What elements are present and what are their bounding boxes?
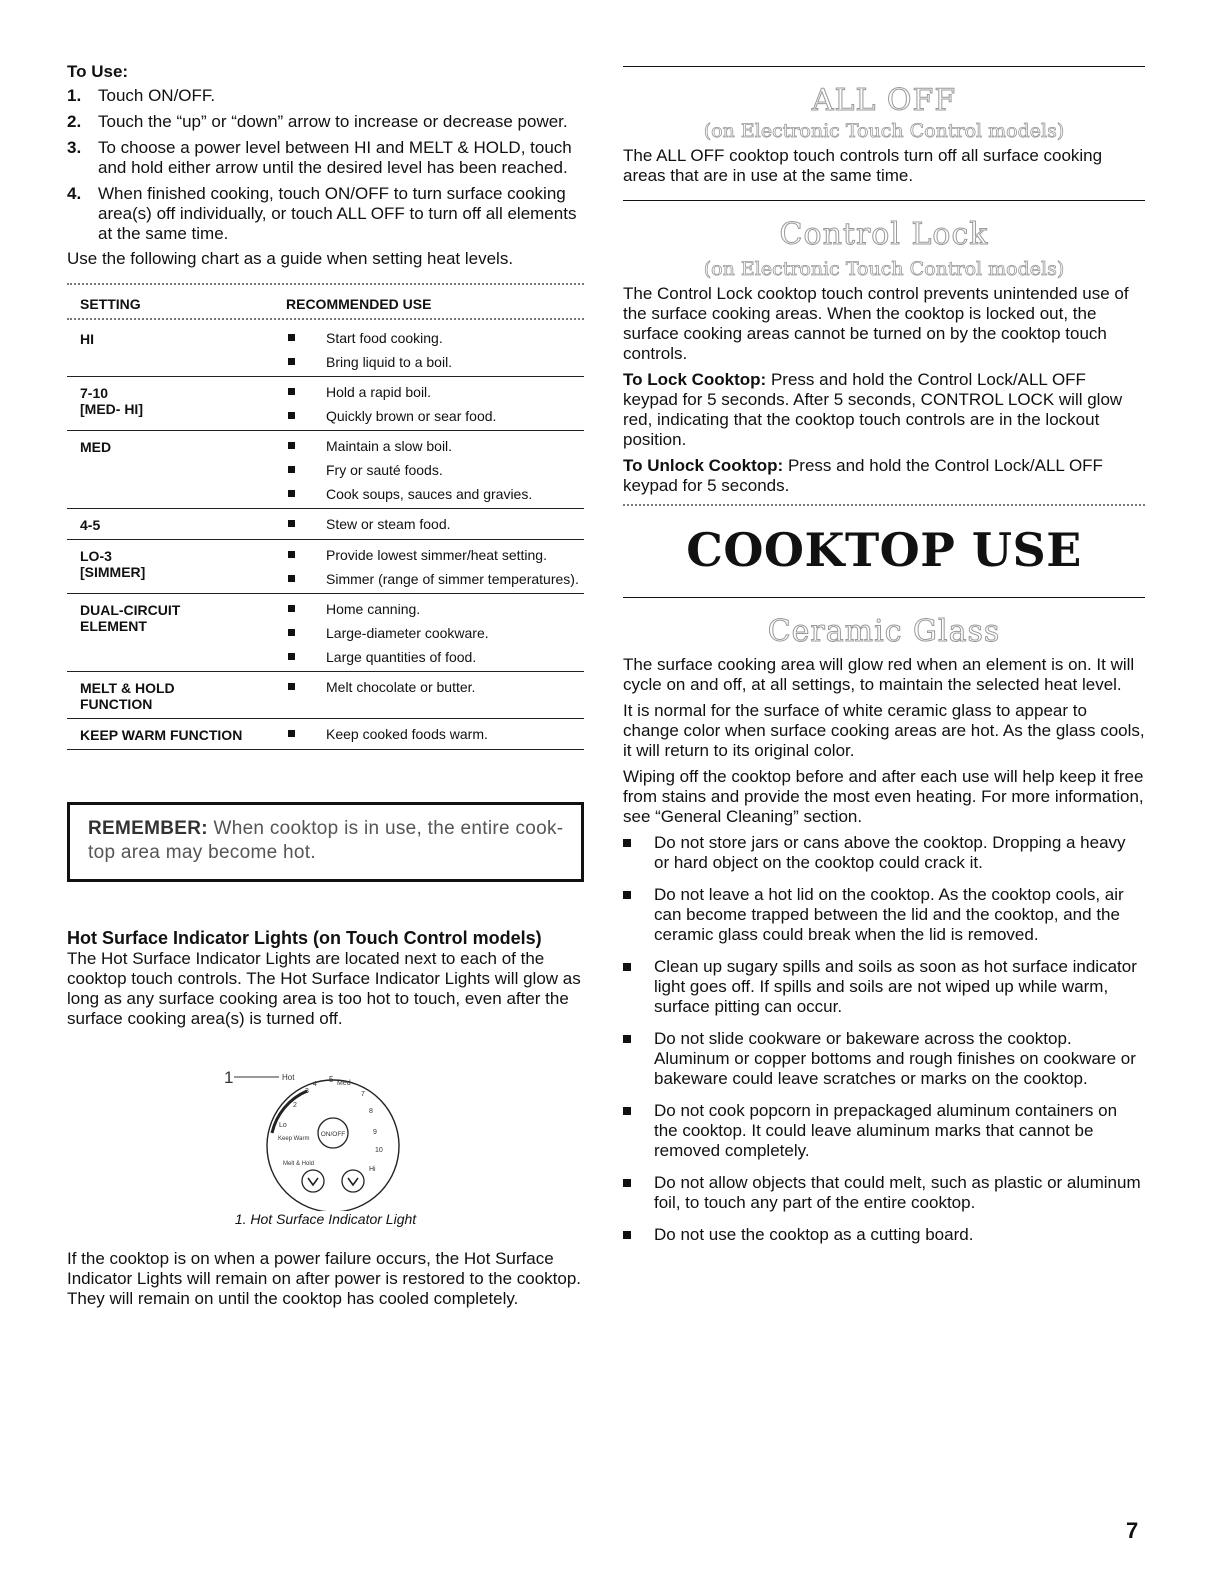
caution-item [623,1029,1145,1089]
svg-text:Lo: Lo [279,1122,287,1129]
bullet-square-icon [623,963,631,971]
chart-row [67,540,584,594]
svg-text:9: 9 [373,1129,377,1136]
bullet-square-icon [623,1231,631,1239]
chart-use-text: Large quantities of food. [326,649,477,665]
svg-text:Med: Med [337,1080,351,1087]
chart-row [67,594,584,672]
chart-setting: 7-10 [MED- HI] [80,385,143,417]
ceramic-paragraph-1: The surface cooking area will glow red when an element is on. It will cycle on and off, at all settings, to maintain the selected heat level. [623,655,1135,694]
bullet-square-icon [288,730,295,737]
bullet-square-icon [623,839,631,847]
bullet-square-icon [288,629,295,636]
remember-text: When cooktop is in use, the entire cook-top area may become hot. [88,818,564,863]
step-number: 4. [67,184,82,203]
step-number: 3. [67,138,82,157]
caution-item [623,1101,1145,1161]
step-number: 1. [67,86,82,105]
caution-text: Do not leave a hot lid on the cooktop. As the cooktop cools, air can become trapped between the lid and the cooktop, and the ceramic glass could break when the lid is removed. [654,885,1124,944]
page-number: 7 [1126,1518,1139,1543]
chart-use-item [286,680,584,695]
right-column [623,62,1145,1257]
chart-setting: 4-5 [80,517,101,533]
caution-item [623,885,1145,945]
svg-text:4: 4 [313,1081,317,1088]
hsi-paragraph: The Hot Surface Indicator Lights are located next to each of the cooktop touch controls. The Hot Surface Indicator Lights will glow as long as any surface cooking area is too hot to touch, even after the surface cooking area(s) is turned off. [67,949,581,1028]
bullet-square-icon [623,1035,631,1043]
step-text: Touch the “up” or “down” arrow to increase or decrease power. [98,112,568,131]
chart-use-item [286,355,584,370]
unlock-instructions [623,456,1145,496]
chart-use-item [286,487,584,502]
chart-setting: LO-3 [SIMMER] [80,548,146,580]
section-title: COOKTOP USE [686,523,1082,577]
chart-row [67,672,584,719]
step-item [67,138,584,178]
control-lock-paragraph: The Control Lock cooktop touch control prevents unintended use of the surface cooking areas. When the cooktop is locked out, the surface cooking areas cannot be turned on by the cooktop touch controls. [623,284,1129,363]
control-lock-heading: Control Lock [779,217,989,252]
control-dial-illustration [67,1033,584,1211]
chart-use-item [286,548,584,563]
bullet-square-icon [288,653,295,660]
chart-use-text: Stew or steam food. [326,516,451,532]
chart-use-text: Quickly brown or sear food. [326,408,497,424]
chart-use-text: Cook soups, sauces and gravies. [326,486,533,502]
step-text: To choose a power level between HI and MELT & HOLD, touch and hold either arrow until the desired level has been reached. [98,138,572,177]
lock-label: To Lock Cooktop: [623,370,767,389]
caution-text: Do not store jars or cans above the cooktop. Dropping a heavy or hard object on the cooktop could crack it. [654,833,1126,872]
chart-row [67,719,584,750]
caution-text: Do not allow objects that could melt, such as plastic or aluminum foil, to touch any part of the entire cooktop. [654,1173,1141,1212]
svg-text:7: 7 [361,1091,365,1098]
svg-text:8: 8 [369,1108,373,1115]
hot-label: Hot [282,1073,295,1082]
ceramic-paragraph-2: It is normal for the surface of white ceramic glass to appear to change color when surface cooking areas are hot. As the glass cools, it will return to its original color. [623,701,1145,760]
chart-use-item [286,727,584,742]
caution-item [623,1225,1145,1245]
ceramic-paragraph-3: Wiping off the cooktop before and after each use will help keep it free from stains and provide the most even heating. For more information, see “General Cleaning” section. [623,767,1144,826]
chart-use-text: Home canning. [326,601,421,617]
bullet-square-icon [288,520,295,527]
bullet-square-icon [288,466,295,473]
bullet-square-icon [288,605,295,612]
chart-use-text: Maintain a slow boil. [326,438,453,454]
chart-setting: MELT & HOLD FUNCTION [80,680,175,712]
chart-use-text: Large-diameter cookware. [326,625,489,641]
svg-text:10: 10 [375,1147,383,1154]
bullet-square-icon [288,412,295,419]
chart-use-item [286,385,584,400]
remember-box [67,802,584,882]
chart-use-text: Fry or sauté foods. [326,462,443,478]
step-item [67,112,584,132]
chart-use-item [286,331,584,346]
heat-settings-chart [67,283,584,750]
bullet-square-icon [623,1107,631,1115]
hot-surface-indicator-light [272,1091,307,1133]
bullet-square-icon [623,1179,631,1187]
bullet-square-icon [288,334,295,341]
section-dotted-rule [623,504,1145,509]
all-off-subheading: (on Electronic Touch Control models) [703,120,1065,142]
control-lock-subheading: (on Electronic Touch Control models) [703,258,1065,280]
bullet-square-icon [288,683,295,690]
control-lock-top-rule [623,200,1145,201]
chart-use-text: Bring liquid to a boil. [326,354,453,370]
svg-text:5: 5 [329,1075,334,1084]
ceramic-top-rule [623,597,1145,598]
step-item [67,86,584,106]
chart-header [67,288,584,318]
chart-use-item [286,439,584,454]
chart-body [67,323,584,750]
chart-header-setting: SETTING [80,296,141,312]
caution-item [623,833,1145,873]
step-item [67,184,584,244]
ceramic-cautions-list [623,833,1145,1245]
ceramic-heading: Ceramic Glass [767,614,1001,649]
svg-text:2: 2 [293,1102,297,1109]
bullet-square-icon [288,551,295,558]
caution-text: Clean up sugary spills and soils as soon as hot surface indicator light goes off. If spills and soils are not wiped up while warm, surface pitting can occur. [654,957,1137,1016]
chart-setting: KEEP WARM FUNCTION [80,727,243,743]
figure-callout: 1 [224,1068,234,1087]
to-use-heading: To Use: [67,62,129,81]
down-arrow-icon [308,1178,318,1185]
chart-setting: HI [80,331,94,347]
remember-label: REMEMBER: [88,818,208,839]
caution-item [623,957,1145,1017]
power-failure-paragraph: If the cooktop is on when a power failure occurs, the Hot Surface Indicator Lights will remain on after power is restored to the cooktop. They will remain on until the cooktop has cooled completely. [67,1249,582,1308]
unlock-label: To Unlock Cooktop: [623,456,784,475]
dial-ring [267,1080,399,1211]
chart-row [67,323,584,377]
caution-text: Do not slide cookware or bakeware across the cooktop. Aluminum or copper bottoms and rough finishes on cookware or bakeware could leave scratches or marks on the cooktop. [654,1029,1136,1088]
chart-use-item [286,626,584,641]
chart-use-item [286,650,584,665]
bullet-square-icon [288,442,295,449]
svg-text:Keep Warm: Keep Warm [278,1136,310,1142]
figure-caption: 1. Hot Surface Indicator Light [234,1211,417,1227]
all-off-top-rule [623,66,1145,67]
chart-setting: DUAL-CIRCUIT ELEMENT [80,602,181,634]
bullet-square-icon [623,891,631,899]
unlock-text: Press and hold the Control Lock/ALL OFF keypad for 5 seconds. [623,456,1103,495]
chart-use-item [286,463,584,478]
lock-instructions [623,370,1145,450]
chart-use-text: Simmer (range of simmer temperatures). [326,571,579,587]
step-number: 2. [67,112,82,131]
chart-row [67,377,584,431]
step-text: When finished cooking, touch ON/OFF to turn surface cooking area(s) off individually, or touch ALL OFF to turn off all elements at the same time. [98,184,577,243]
svg-text:3: 3 [305,1088,309,1095]
steps-list [67,86,584,244]
caution-item [623,1173,1145,1213]
hsi-heading: Hot Surface Indicator Lights (on Touch Control models) [67,928,542,948]
chart-use-item [286,572,584,587]
chart-use-text: Hold a rapid boil. [326,384,432,400]
chart-use-text: Melt chocolate or butter. [326,679,476,695]
chart-use-item [286,409,584,424]
all-off-paragraph: The ALL OFF cooktop touch controls turn off all surface cooking areas that are in use at the same time. [623,146,1103,185]
bullet-square-icon [288,358,295,365]
bullet-square-icon [288,575,295,582]
up-arrow-button [342,1170,364,1192]
chart-intro: Use the following chart as a guide when setting heat levels. [67,249,514,268]
svg-text:Melt & Hold: Melt & Hold [283,1161,315,1167]
chart-use-text: Provide lowest simmer/heat setting. [326,547,547,563]
bullet-square-icon [288,388,295,395]
svg-text:ON/OFF: ON/OFF [320,1131,346,1138]
chart-header-use: RECOMMENDED USE [286,296,432,312]
chart-setting: MED [80,439,112,455]
chart-use-item [286,517,584,532]
caution-text: Do not cook popcorn in prepackaged aluminum containers on the cooktop. It could leave aluminum marks that cannot be removed completely. [654,1101,1118,1160]
lock-text: Press and hold the Control Lock/ALL OFF keypad for 5 seconds. After 5 seconds, CONTROL LOCK will glow red, indicating that the cooktop touch controls are in the lockout position. [623,370,1123,449]
step-text: Touch ON/OFF. [98,86,216,105]
chart-row [67,431,584,509]
all-off-heading: ALL OFF [811,83,957,118]
arrow-icon [348,1178,358,1185]
chart-use-text: Start food cooking. [326,330,443,346]
down-arrow-button [302,1170,324,1192]
bullet-square-icon [288,490,295,497]
left-column [67,62,584,1309]
chart-use-item [286,602,584,617]
control-dial-figure [67,1033,584,1211]
chart-use-text: Keep cooked foods warm. [326,726,488,742]
chart-row [67,509,584,540]
svg-text:Hi: Hi [369,1166,376,1173]
caution-text: Do not use the cooktop as a cutting board. [654,1225,974,1244]
